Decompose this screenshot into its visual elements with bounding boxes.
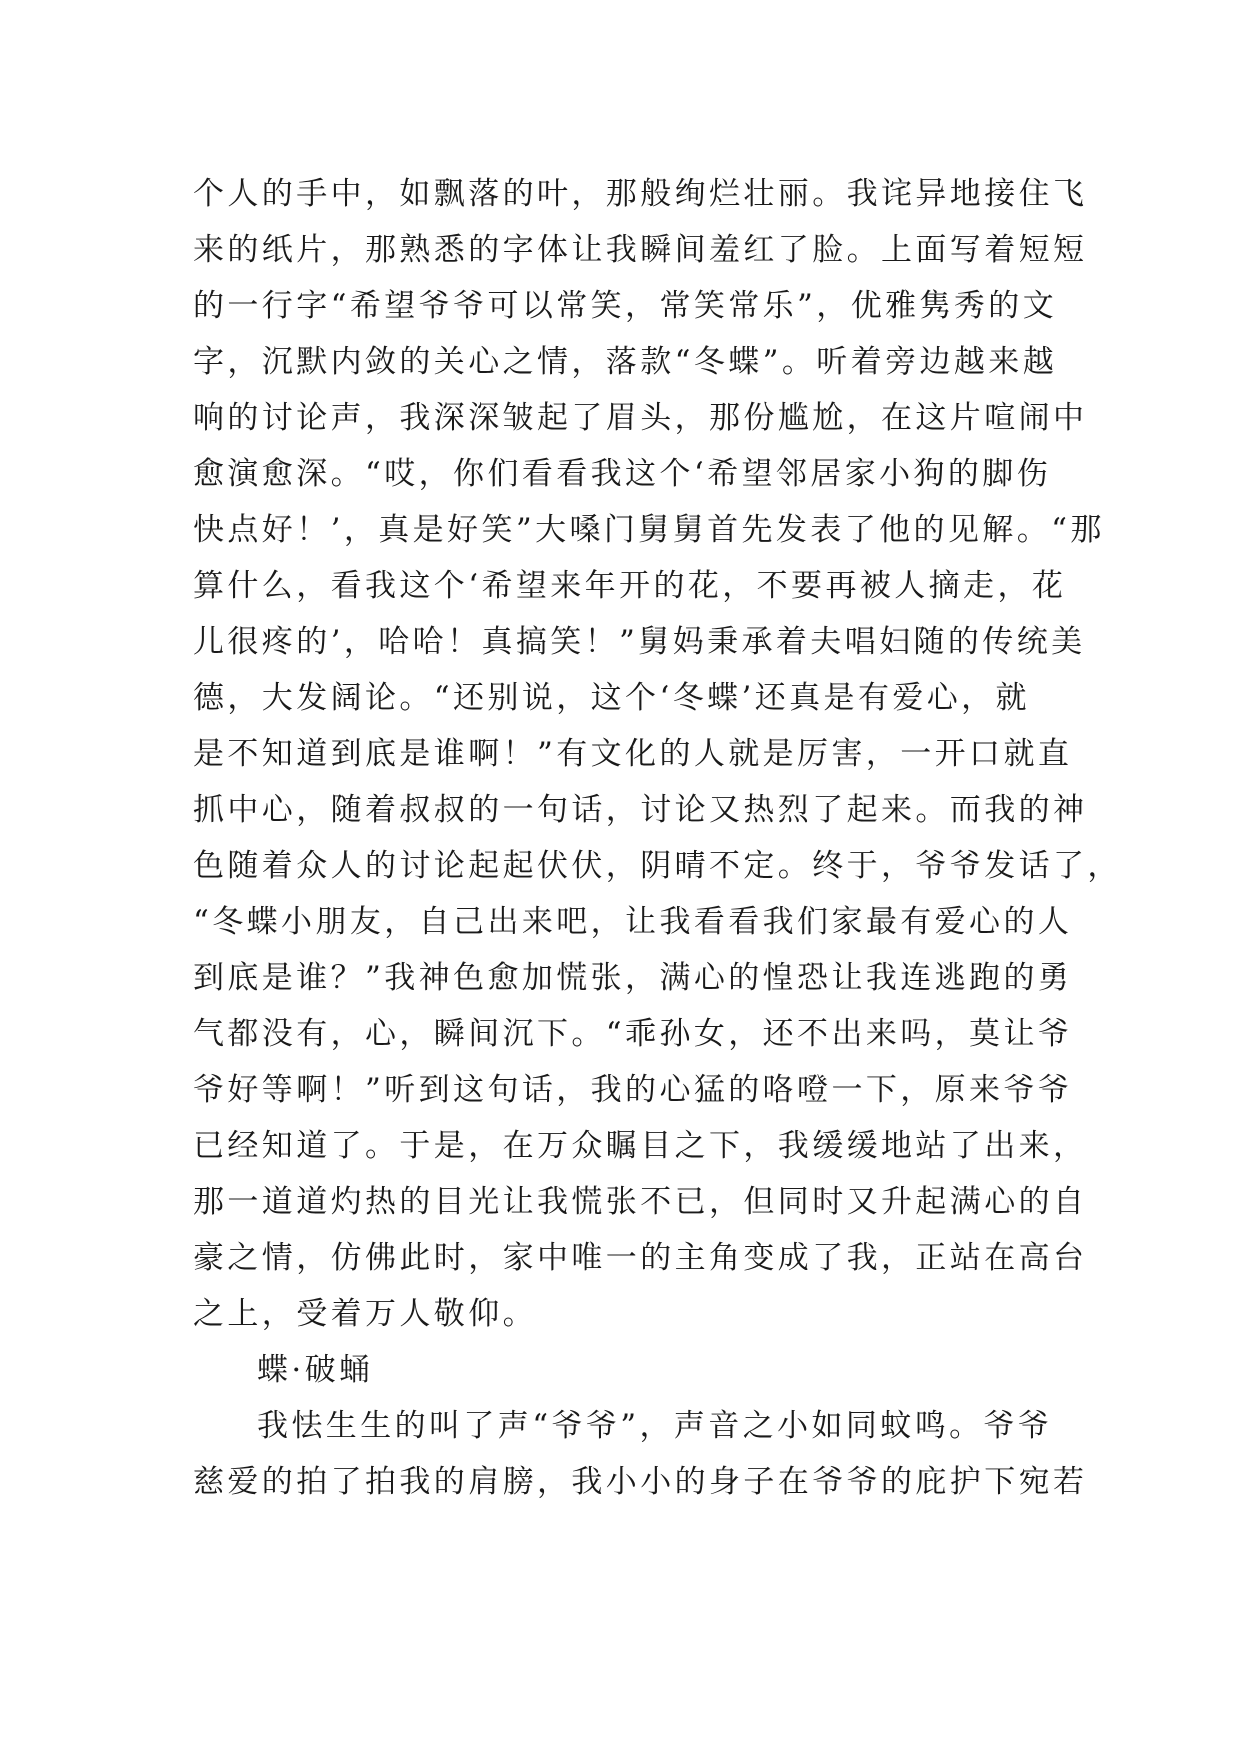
paragraph-line: 抓中心，随着叔叔的一句话，讨论又热烈了起来。而我的神 bbox=[193, 792, 1088, 828]
paragraph-line: 快点好！’，真是好笑”大嗓门舅舅首先发表了他的见解。“那 bbox=[193, 512, 1105, 548]
paragraph-line: 个人的手中，如飘落的叶，那般绚烂壮丽。我诧异地接住飞 bbox=[193, 176, 1088, 212]
paragraph-line: 到底是谁？”我神色愈加慌张，满心的惶恐让我连逃跑的勇 bbox=[193, 960, 1073, 996]
section-heading: 蝶·破蛹 bbox=[257, 1352, 374, 1388]
paragraph-line: 之上，受着万人敬仰。 bbox=[193, 1296, 537, 1332]
paragraph-line: 字，沉默内敛的关心之情，落款“冬蝶”。听着旁边越来越 bbox=[193, 344, 1058, 380]
paragraph-line: “冬蝶小朋友，自己出来吧，让我看看我们家最有爱心的人 bbox=[193, 904, 1073, 940]
paragraph-line: 我怯生生的叫了声“爷爷”，声音之小如同蚊鸣。爷爷 bbox=[257, 1408, 1053, 1444]
paragraph-line: 愈演愈深。“哎，你们看看我这个‘希望邻居家小狗的脚伤 bbox=[193, 456, 1052, 492]
paragraph-line: 慈爱的拍了拍我的肩膀，我小小的身子在爷爷的庇护下宛若 bbox=[193, 1464, 1088, 1500]
paragraph-line: 的一行字“希望爷爷可以常笑，常笑常乐”，优雅隽秀的文 bbox=[193, 288, 1058, 324]
paragraph-line: 德，大发阔论。“还别说，这个‘冬蝶’还真是有爱心，就 bbox=[193, 680, 1030, 716]
document-body bbox=[193, 166, 1122, 1510]
paragraph-line: 爷好等啊！”听到这句话，我的心猛的咯噔一下，原来爷爷 bbox=[193, 1072, 1073, 1108]
paragraph-line: 算什么，看我这个‘希望来年开的花，不要再被人摘走，花 bbox=[193, 568, 1067, 604]
paragraph-line: 豪之情，仿佛此时，家中唯一的主角变成了我，正站在高台 bbox=[193, 1240, 1088, 1276]
paragraph-line: 那一道道灼热的目光让我慌张不已，但同时又升起满心的自 bbox=[193, 1184, 1088, 1220]
paragraph-line: 儿很疼的’，哈哈！真搞笑！”舅妈秉承着夫唱妇随的传统美 bbox=[193, 624, 1086, 660]
paragraph-line: 是不知道到底是谁啊！”有文化的人就是厉害，一开口就直 bbox=[193, 736, 1073, 772]
paragraph-line: 气都没有，心，瞬间沉下。“乖孙女，还不出来吗，莫让爷 bbox=[193, 1016, 1073, 1052]
paragraph-line: 来的纸片，那熟悉的字体让我瞬间羞红了脸。上面写着短短 bbox=[193, 232, 1088, 268]
paragraph-line: 已经知道了。于是，在万众瞩目之下，我缓缓地站了出来， bbox=[193, 1128, 1088, 1164]
paragraph-line: 响的讨论声，我深深皱起了眉头，那份尴尬，在这片喧闹中 bbox=[193, 400, 1088, 436]
paragraph-line: 色随着众人的讨论起起伏伏，阴晴不定。终于，爷爷发话了， bbox=[193, 848, 1122, 884]
